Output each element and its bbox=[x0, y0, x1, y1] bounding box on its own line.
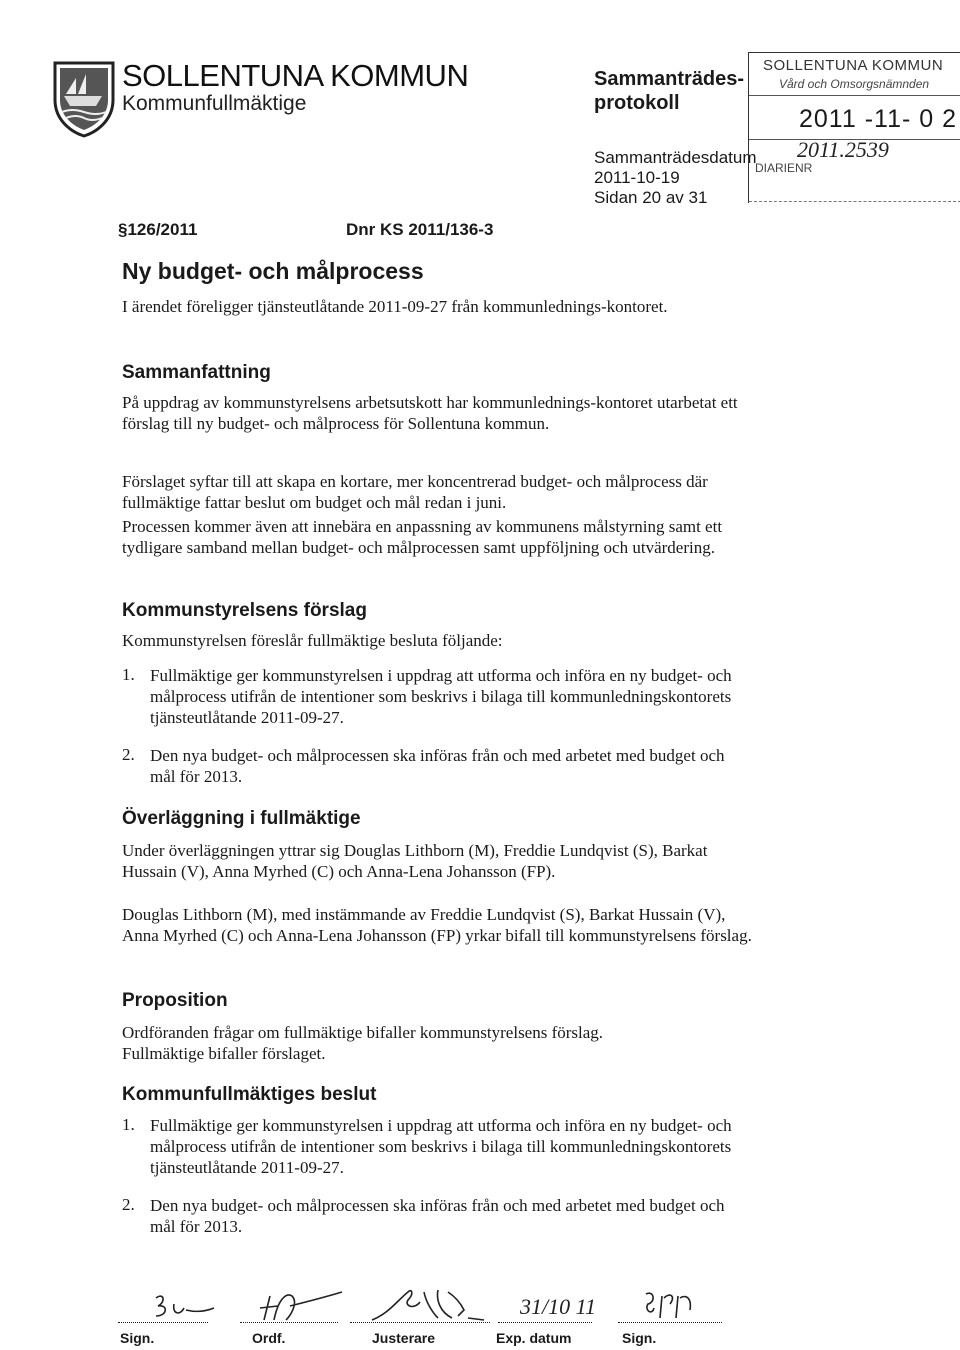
list-item-number: 1. bbox=[122, 665, 135, 684]
handwritten-initials bbox=[150, 1290, 220, 1326]
proposition-paragraph: Fullmäktige bifaller förslaget. bbox=[122, 1044, 326, 1063]
list-item-number: 2. bbox=[122, 745, 135, 764]
signature-line bbox=[498, 1322, 592, 1323]
case-dnr: Dnr KS 2011/136-3 bbox=[346, 220, 494, 239]
proposition-paragraph: Ordföranden frågar om fullmäktige bifaller kommunstyrelsens förslag. bbox=[122, 1023, 604, 1042]
summary-paragraph: På uppdrag av kommunstyrelsens arbetsutskott har kommunlednings-kontoret utarbetat ett förslag till ny budget- och målprocess för Sollentuna kommun. bbox=[122, 393, 738, 433]
received-stamp bbox=[748, 52, 960, 203]
document-type: Sammanträdes- bbox=[594, 68, 745, 90]
summary-paragraph: Förslaget syftar till att skapa en kortare, mer koncentrerad budget- och målprocess där fullmäktige fattar beslut om budget och mål redan i juni. bbox=[122, 472, 708, 512]
page-number: Sidan 20 av 31 bbox=[594, 188, 708, 207]
handwritten-initials bbox=[640, 1288, 700, 1324]
organization-name: SOLLENTUNA KOMMUN bbox=[122, 58, 469, 93]
list-item: Den nya budget- och målprocessen ska införas från och med arbetet med budget och mål för 2013. bbox=[150, 1196, 725, 1236]
case-number: §126/2011 bbox=[118, 220, 198, 239]
page-title: Ny budget- och målprocess bbox=[122, 258, 424, 284]
list-item-number: 1. bbox=[122, 1115, 135, 1134]
intro-paragraph: I ärendet föreligger tjänsteutlåtande 2011-09-27 från kommunlednings-kontoret. bbox=[122, 297, 668, 316]
summary-paragraph: Processen kommer även att innebära en anpassning av kommunens målstyrning samt ett tydligare samband mellan budget- och målprocessen samt uppföljning och utvärdering. bbox=[122, 517, 723, 557]
decision-heading: Kommunfullmäktiges beslut bbox=[122, 1084, 377, 1105]
stamp-diarie-number: 2011.2539 bbox=[797, 137, 889, 162]
list-item-number: 2. bbox=[122, 1195, 135, 1214]
stamp-organization: SOLLENTUNA KOMMUN bbox=[763, 57, 944, 74]
stamp-divider bbox=[749, 201, 960, 202]
list-item: Fullmäktige ger kommunstyrelsen i uppdrag att utforma och införa en ny budget- och målprocess utifrån de intentioner som beskrivs i bilaga till kommunledningskontorets tjänsteutlåtande 2011-09-27. bbox=[150, 666, 732, 727]
stamp-department: Vård och Omsorgsnämnden bbox=[779, 77, 930, 91]
municipal-crest-icon bbox=[52, 60, 116, 138]
handwritten-signature bbox=[256, 1286, 346, 1326]
handwritten-signature bbox=[368, 1282, 488, 1326]
debate-paragraph: Douglas Lithborn (M), med instämmande av Freddie Lundqvist (S), Barkat Hussain (V), Anna Myrhed (C) och Anna-Lena Johansson (FP) yrkar bifall till kommunstyrelsens förslag. bbox=[122, 905, 752, 945]
list-item: Fullmäktige ger kommunstyrelsen i uppdrag att utforma och införa en ny budget- och målprocess utifrån de intentioner som beskrivs i bilaga till kommunledningskontorets tjänsteutlåtande 2011-09-27. bbox=[150, 1116, 732, 1177]
signature-label-ordf: Ordf. bbox=[252, 1330, 286, 1346]
stamp-diarie-label: DIARIENR bbox=[755, 161, 813, 175]
signature-label-sign: Sign. bbox=[622, 1330, 657, 1346]
handwritten-expedition-date: 31/10 11 bbox=[520, 1294, 596, 1319]
list-item: Den nya budget- och målprocessen ska införas från och med arbetet med budget och mål för 2013. bbox=[150, 746, 725, 786]
stamp-received-date: 2011 -11- 0 2 bbox=[799, 105, 958, 133]
document-type-line2: protokoll bbox=[594, 92, 680, 114]
meeting-date: 2011-10-19 bbox=[594, 168, 680, 187]
signature-label-sign: Sign. bbox=[120, 1330, 155, 1346]
signature-label-exp-datum: Exp. datum bbox=[496, 1330, 572, 1346]
signature-label-justerare: Justerare bbox=[372, 1330, 436, 1346]
proposition-heading: Proposition bbox=[122, 990, 228, 1011]
stamp-divider bbox=[749, 95, 960, 96]
organization-body: Kommunfullmäktige bbox=[122, 92, 307, 115]
ks-proposal-heading: Kommunstyrelsens förslag bbox=[122, 600, 367, 621]
debate-heading: Överläggning i fullmäktige bbox=[122, 808, 361, 829]
meeting-date-label: Sammanträdesdatum bbox=[594, 148, 757, 167]
summary-heading: Sammanfattning bbox=[122, 362, 271, 383]
ks-proposal-intro: Kommunstyrelsen föreslår fullmäktige besluta följande: bbox=[122, 631, 503, 650]
debate-paragraph: Under överläggningen yttrar sig Douglas Lithborn (M), Freddie Lundqvist (S), Barkat Hussain (V), Anna Myrhed (C) och Anna-Lena Johansson (FP). bbox=[122, 841, 708, 881]
